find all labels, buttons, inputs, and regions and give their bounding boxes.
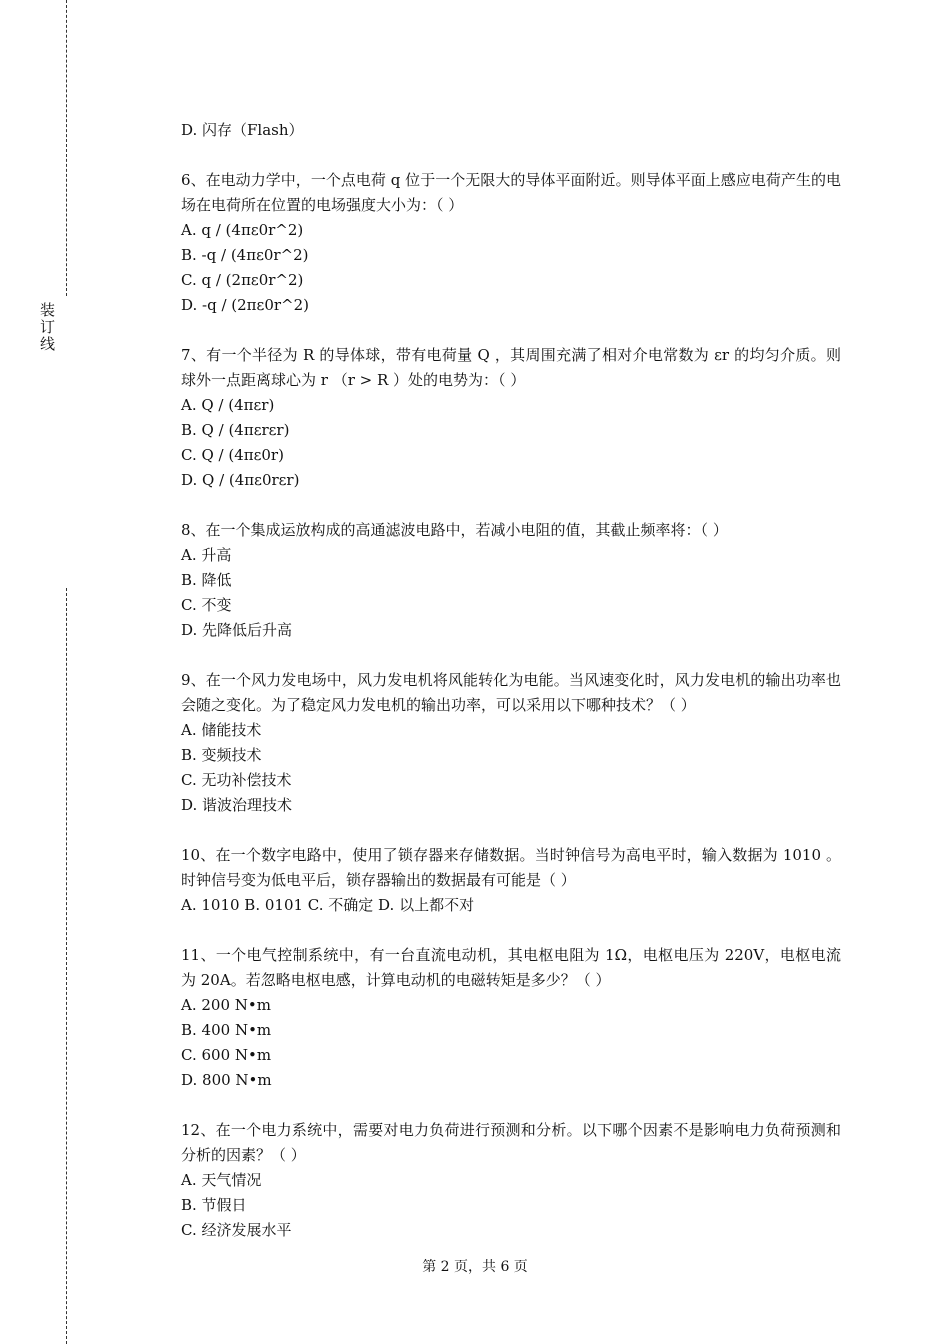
option-c: C. 无功补偿技术 bbox=[181, 771, 292, 789]
question-6 bbox=[181, 168, 841, 318]
option-c: C. q / (2πε0r^2) bbox=[181, 271, 304, 289]
option-b: B. 变频技术 bbox=[181, 746, 262, 764]
option-b: B. 400 N•m bbox=[181, 1021, 272, 1039]
question-stem: 6、在电动力学中，一个点电荷 q 位于一个无限大的导体平面附近。则导体平面上感应电荷产生的电场在电荷所在位置的电场强度大小为：（ ） bbox=[181, 171, 841, 214]
question-stem: 11、一个电气控制系统中，有一台直流电动机，其电枢电阻为 1Ω，电枢电压为 220V，电枢电流为 20A。若忽略电枢电感，计算电动机的电磁转矩是多少？（ ） bbox=[181, 946, 841, 989]
question-stem: 7、有一个半径为 R 的导体球，带有电荷量 Q ，其周围充满了相对介电常数为 εr 的均匀介质。则球外一点距离球心为 r （r > R ）处的电势为：（ ） bbox=[181, 346, 841, 389]
option-b: B. 节假日 bbox=[181, 1196, 247, 1214]
option-b: B. Q / (4πεrεr) bbox=[181, 421, 290, 439]
binding-line-top bbox=[66, 0, 67, 296]
option-d: D. -q / (2πε0r^2) bbox=[181, 296, 309, 314]
question-11 bbox=[181, 943, 841, 1093]
options-inline: A. 1010 B. 0101 C. 不确定 D. 以上都不对 bbox=[181, 896, 475, 914]
option-b: B. -q / (4πε0r^2) bbox=[181, 246, 309, 264]
binding-line-bottom bbox=[66, 588, 67, 1344]
option-d: D. Q / (4πε0rεr) bbox=[181, 471, 300, 489]
option-c: C. 经济发展水平 bbox=[181, 1221, 292, 1239]
option-c: C. 600 N•m bbox=[181, 1046, 272, 1064]
option-a: A. 储能技术 bbox=[181, 721, 262, 739]
option-c: C. 不变 bbox=[181, 596, 232, 614]
option-a: A. 200 N•m bbox=[181, 996, 271, 1014]
option-5-d: D. 闪存（Flash） bbox=[181, 121, 304, 139]
question-stem: 12、在一个电力系统中，需要对电力负荷进行预测和分析。以下哪个因素不是影响电力负荷预测和分析的因素？（ ） bbox=[181, 1121, 841, 1164]
question-7 bbox=[181, 343, 841, 493]
binding-label: 装订线 bbox=[38, 302, 56, 353]
question-stem: 8、在一个集成运放构成的高通滤波电路中，若减小电阻的值，其截止频率将：（ ） bbox=[181, 521, 728, 539]
option-b: B. 降低 bbox=[181, 571, 232, 589]
option-d: D. 谐波治理技术 bbox=[181, 796, 293, 814]
option-a: A. q / (4πε0r^2) bbox=[181, 221, 304, 239]
question-10 bbox=[181, 843, 841, 918]
option-c: C. Q / (4πε0r) bbox=[181, 446, 284, 464]
option-a: A. 天气情况 bbox=[181, 1171, 262, 1189]
option-a: A. Q / (4πεr) bbox=[181, 396, 275, 414]
question-12 bbox=[181, 1118, 841, 1243]
question-content bbox=[181, 118, 841, 1243]
option-d: D. 先降低后升高 bbox=[181, 621, 293, 639]
question-stem: 9、在一个风力发电场中，风力发电机将风能转化为电能。当风速变化时，风力发电机的输出功率也会随之变化。为了稳定风力发电机的输出功率，可以采用以下哪种技术？（ ） bbox=[181, 671, 841, 714]
question-stem: 10、在一个数字电路中，使用了锁存器来存储数据。当时钟信号为高电平时，输入数据为 1010 。时钟信号变为低电平后，锁存器输出的数据最有可能是（ ） bbox=[181, 846, 841, 889]
option-a: A. 升高 bbox=[181, 546, 232, 564]
question-9 bbox=[181, 668, 841, 818]
question-8 bbox=[181, 518, 841, 643]
page-footer: 第 2 页，共 6 页 bbox=[422, 1259, 528, 1275]
option-d: D. 800 N•m bbox=[181, 1071, 272, 1089]
